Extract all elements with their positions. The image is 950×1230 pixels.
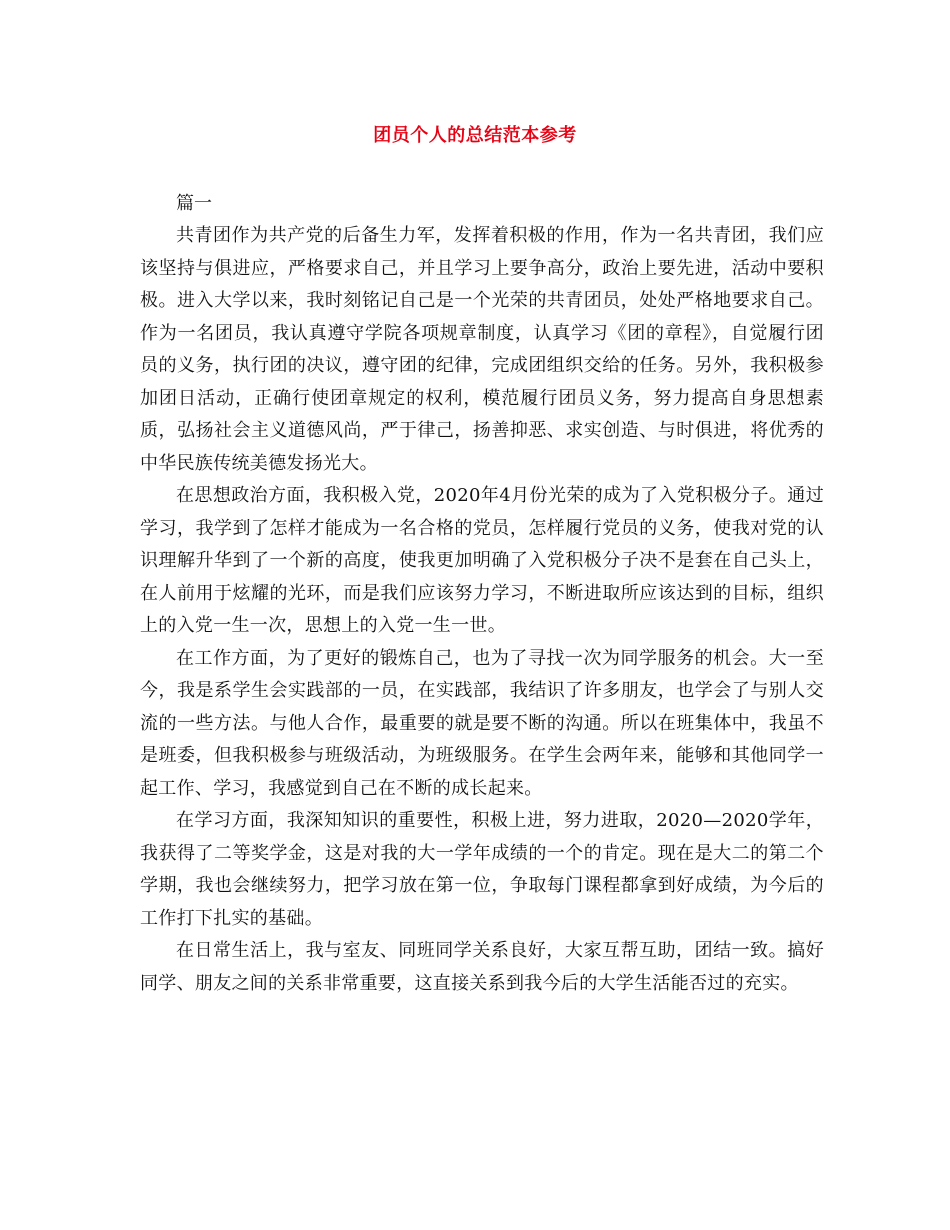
paragraph: 在学习方面，我深知知识的重要性，积极上进，努力进取，2020—2020学年，我获得了二等奖学金，这是对我的大一学年成绩的一个的肯定。现在是大二的第二个学期，我也会继续努力，把学习放在第一位，争取每门课程都拿到好成绩，为今后的工作打下扎实的基础。 bbox=[140, 810, 824, 929]
paragraph: 在工作方面，为了更好的锻炼自己，也为了寻找一次为同学服务的机会。大一至今，我是系学生会实践部的一员，在实践部，我结识了许多朋友，也学会了与别人交流的一些方法。与他人合作，最重要的就是要不断的沟通。所以在班集体中，我虽不是班委，但我积极参与班级活动，为班级服务。在学生会两年来，能够和其他同学一起工作、学习，我感觉到自己在不断的成长起来。 bbox=[140, 647, 824, 799]
document-title: 团员个人的总结范本参考 bbox=[373, 125, 577, 146]
section-label: 篇一 bbox=[176, 193, 212, 214]
paragraph: 共青团作为共产党的后备生力军，发挥着积极的作用，作为一名共青团，我们应该坚持与俱进应，严格要求自己，并且学习上要争高分，政治上要先进，活动中要积极。进入大学以来，我时刻铭记自己是一个光荣的共青团员，处处严格地要求自己。作为一名团员，我认真遵守学院各项规章制度，认真学习《团的章程》，自觉履行团员的义务，执行团的决议，遵守团的纪律，完成团组织交给的任务。另外，我积极参加团日活动，正确行使团章规定的权利，模范履行团员义务，努力提高自身思想素质，弘扬社会主义道德风尚，严于律己，扬善抑恶、求实创造、与时俱进，将优秀的中华民族传统美德发扬光大。 bbox=[140, 225, 824, 474]
paragraph: 在日常生活上，我与室友、同班同学关系良好，大家互帮互助，团结一致。搞好同学、朋友之间的关系非常重要，这直接关系到我今后的大学生活能否过的充实。 bbox=[140, 940, 824, 994]
document-body bbox=[140, 188, 824, 1000]
paragraph: 在思想政治方面，我积极入党，2020年4月份光荣的成为了入党积极分子。通过学习，我学到了怎样才能成为一名合格的党员，怎样履行党员的义务，使我对党的认识理解升华到了一个新的高度，使我更加明确了入党积极分子决不是套在自己头上，在人前用于炫耀的光环，而是我们应该努力学习，不断进取所应该达到的目标，组织上的入党一生一次，思想上的入党一生一世。 bbox=[140, 485, 824, 636]
